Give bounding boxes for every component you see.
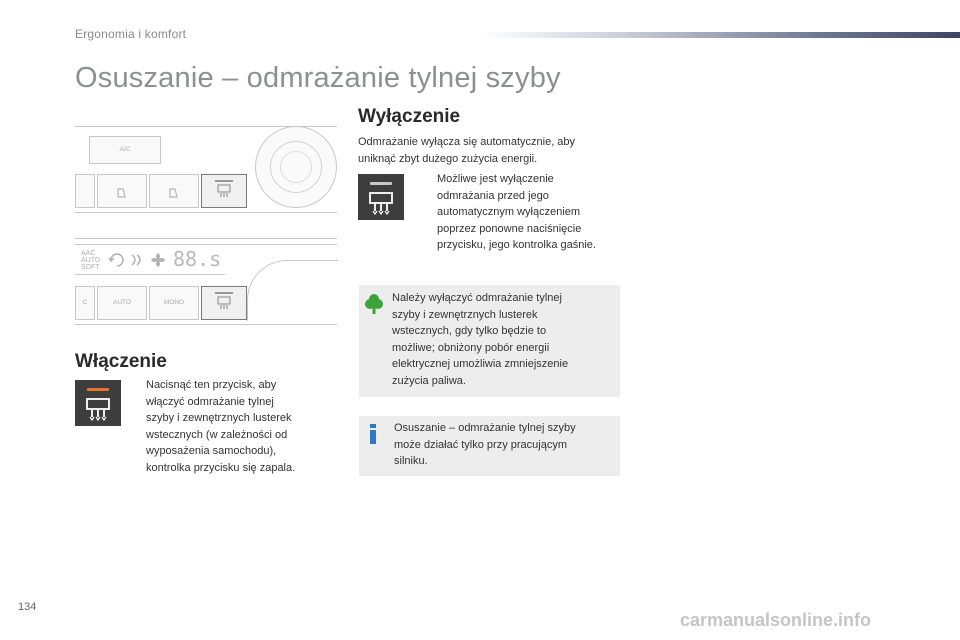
mono-button — [149, 286, 199, 320]
watermark: carmanualsonline.info — [680, 610, 872, 630]
section-heading-on: Włączenie — [75, 351, 167, 372]
seat-heat-left-button — [97, 174, 147, 208]
panel-side-label: AUTO — [81, 257, 101, 264]
info-icon — [369, 424, 377, 444]
defrost-button-on-icon — [75, 380, 121, 426]
section-label: Ergonomia i komfort — [75, 27, 187, 41]
panel-display: 88.s — [173, 247, 222, 271]
fan-icon — [149, 251, 167, 269]
ac-button — [89, 136, 161, 164]
mono-button-label: MONO — [163, 299, 185, 306]
info-note: Osuszanie – odmrażanie tylnej szyby może działać tylko przy pracującym silniku. — [359, 416, 620, 476]
tree-icon — [365, 293, 383, 315]
page-number: 134 — [18, 601, 37, 613]
rear-defrost-button-top — [201, 174, 247, 208]
recirculation-icon — [107, 252, 127, 268]
panel-button — [75, 174, 95, 208]
section-intro-off: Odmrażanie wyłącza się automatycznie, aby uniknąć zbyt dużego zużycia energii. — [358, 136, 576, 165]
rear-defrost-button-bottom — [201, 286, 247, 320]
panel-side-label: SOFT — [81, 264, 100, 271]
auto-button-label: AUTO — [113, 299, 131, 306]
airflow-icon — [129, 251, 147, 269]
section-heading-off: Wyłączenie — [358, 106, 461, 127]
c-button: C — [75, 286, 95, 320]
header-bar — [480, 32, 960, 38]
panel-side-label: AAC — [81, 250, 96, 257]
auto-button — [97, 286, 147, 320]
eco-note: Należy wyłączyć odmrażanie tylnej szyby i zewnętrznych lusterek wstecznych, gdy tylko będzie to możliwe; obniżony pobór energii elektrycznej umożliwia zmniejszenie zużycia paliwa. — [359, 285, 620, 397]
defrost-button-off-icon — [358, 174, 404, 220]
seat-heat-right-button — [149, 174, 199, 208]
panel-curve — [247, 260, 338, 321]
control-panel-top — [75, 118, 337, 216]
section-text-on: Nacisnąć ten przycisk, aby włączyć odmrażanie tylnej szyby i zewnętrznych lusterek wstecznych (w zależności od wyposażenia samochodu), kontrolka przycisku się zapala. — [146, 379, 296, 474]
page-title: Osuszanie – odmrażanie tylnej szyby — [75, 62, 561, 94]
control-panel-bottom — [75, 236, 337, 328]
section-text-off: Możliwe jest wyłączenie odmrażania przed jego automatycznym wyłączeniem poprzez ponowne naciśnięcie przycisku, jego kontrolka gaśnie. — [437, 173, 596, 251]
temperature-knob — [255, 126, 337, 208]
ac-button-label: A/C — [119, 146, 131, 153]
